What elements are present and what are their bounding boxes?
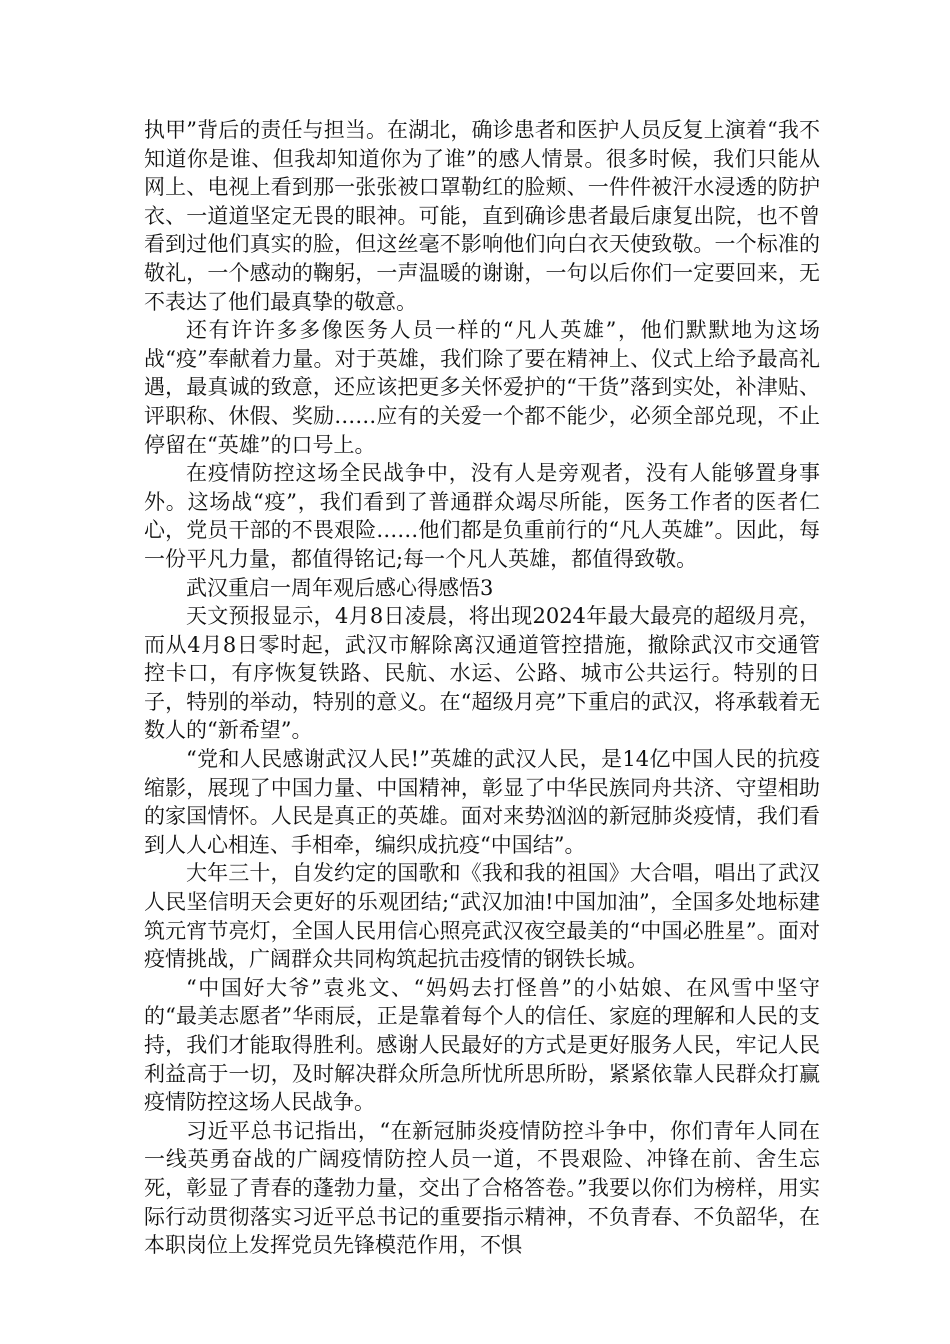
section-paragraph-3: 大年三十，自发约定的国歌和《我和我的祖国》大合唱，唱出了武汉人民坚信明天会更好的乐观团结;“武汉加油!中国加油”，全国多处地标建筑元宵节亮灯，全国人民用信心照亮武汉夜空最美的“中国必胜星”。面对疫情挑战，广阔群众共同构筑起抗击疫情的钢铁长城。 xyxy=(144,861,820,972)
section-paragraph-1: 天文预报显示，4月8日凌晨，将出现2024年最大最亮的超级月亮，而从4月8日零时起，武汉市解除离汉通道管控措施，撤除武汉市交通管控卡口，有序恢复铁路、民航、水运、公路、城市公共运行。特别的日子，特别的举动，特别的意义。在“超级月亮”下重启的武汉，将承载着无数人的“新希望”。 xyxy=(144,604,820,743)
document-page xyxy=(144,116,820,1260)
section-paragraph-2: “党和人民感谢武汉人民!”英雄的武汉人民，是14亿中国人民的抗疫缩影，展现了中国力量、中国精神，彰显了中华民族同舟共济、守望相助的家国情怀。人民是真正的英雄。面对来势汹汹的新冠肺炎疫情，我们看到人人心相连、手相牵，编织成抗疫“中国结”。 xyxy=(144,747,820,857)
section-paragraph-5: 习近平总书记指出，“在新冠肺炎疫情防控斗争中，你们青年人同在一线英勇奋战的广阔疫情防控人员一道，不畏艰险、冲锋在前、舍生忘死，彰显了青春的蓬勃力量，交出了合格答卷。”我要以你们为榜样，用实际行动贯彻落实习近平总书记的重要指示精神，不负青春、不负韶华，在本职岗位上发挥党员先锋模范作用，不惧 xyxy=(144,1118,820,1258)
paragraph-3: 在疫情防控这场全民战争中，没有人是旁观者，没有人能够置身事外。这场战“疫”，我们看到了普通群众竭尽所能，医务工作者的医者仁心，党员干部的不畏艰险……他们都是负重前行的“凡人英雄”。因此，每一份平凡力量，都值得铭记;每一个凡人英雄，都值得致敬。 xyxy=(144,461,820,571)
section-paragraph-4: “中国好大爷”袁兆文、“妈妈去打怪兽”的小姑娘、在风雪中坚守的“最美志愿者”华雨辰，正是靠着每个人的信任、家庭的理解和人民的支持，我们才能取得胜利。感谢人民最好的方式是更好服务人民，牢记人民利益高于一切，及时解决群众所急所忧所思所盼，紧紧依靠人民群众打赢疫情防控这场人民战争。 xyxy=(144,975,820,1115)
paragraph-1: 执甲”背后的责任与担当。在湖北，确诊患者和医护人员反复上演着“我不知道你是谁、但我却知道你为了谁”的感人情景。很多时候，我们只能从网上、电视上看到那一张张被口罩勒红的脸颊、一件件被汗水浸透的防护衣、一道道坚定无畏的眼神。可能，直到确诊患者最后康复出院，也不曾看到过他们真实的脸，但这丝毫不影响他们向白衣天使致敬。一个标准的敬礼，一个感动的鞠躬，一声温暖的谢谢，一句以后你们一定要回来，无不表达了他们最真挚的敬意。 xyxy=(144,118,820,314)
paragraph-2: 还有许许多多像医务人员一样的“凡人英雄”，他们默默地为这场战“疫”奉献着力量。对于英雄，我们除了要在精神上、仪式上给予最高礼遇，最真诚的致意，还应该把更多关怀爱护的“干货”落到实处，补津贴、评职称、休假、奖励……应有的关爱一个都不能少，必须全部兑现，不止停留在“英雄”的口号上。 xyxy=(144,318,820,457)
section-title: 武汉重启一周年观后感心得感悟3 xyxy=(186,575,494,600)
